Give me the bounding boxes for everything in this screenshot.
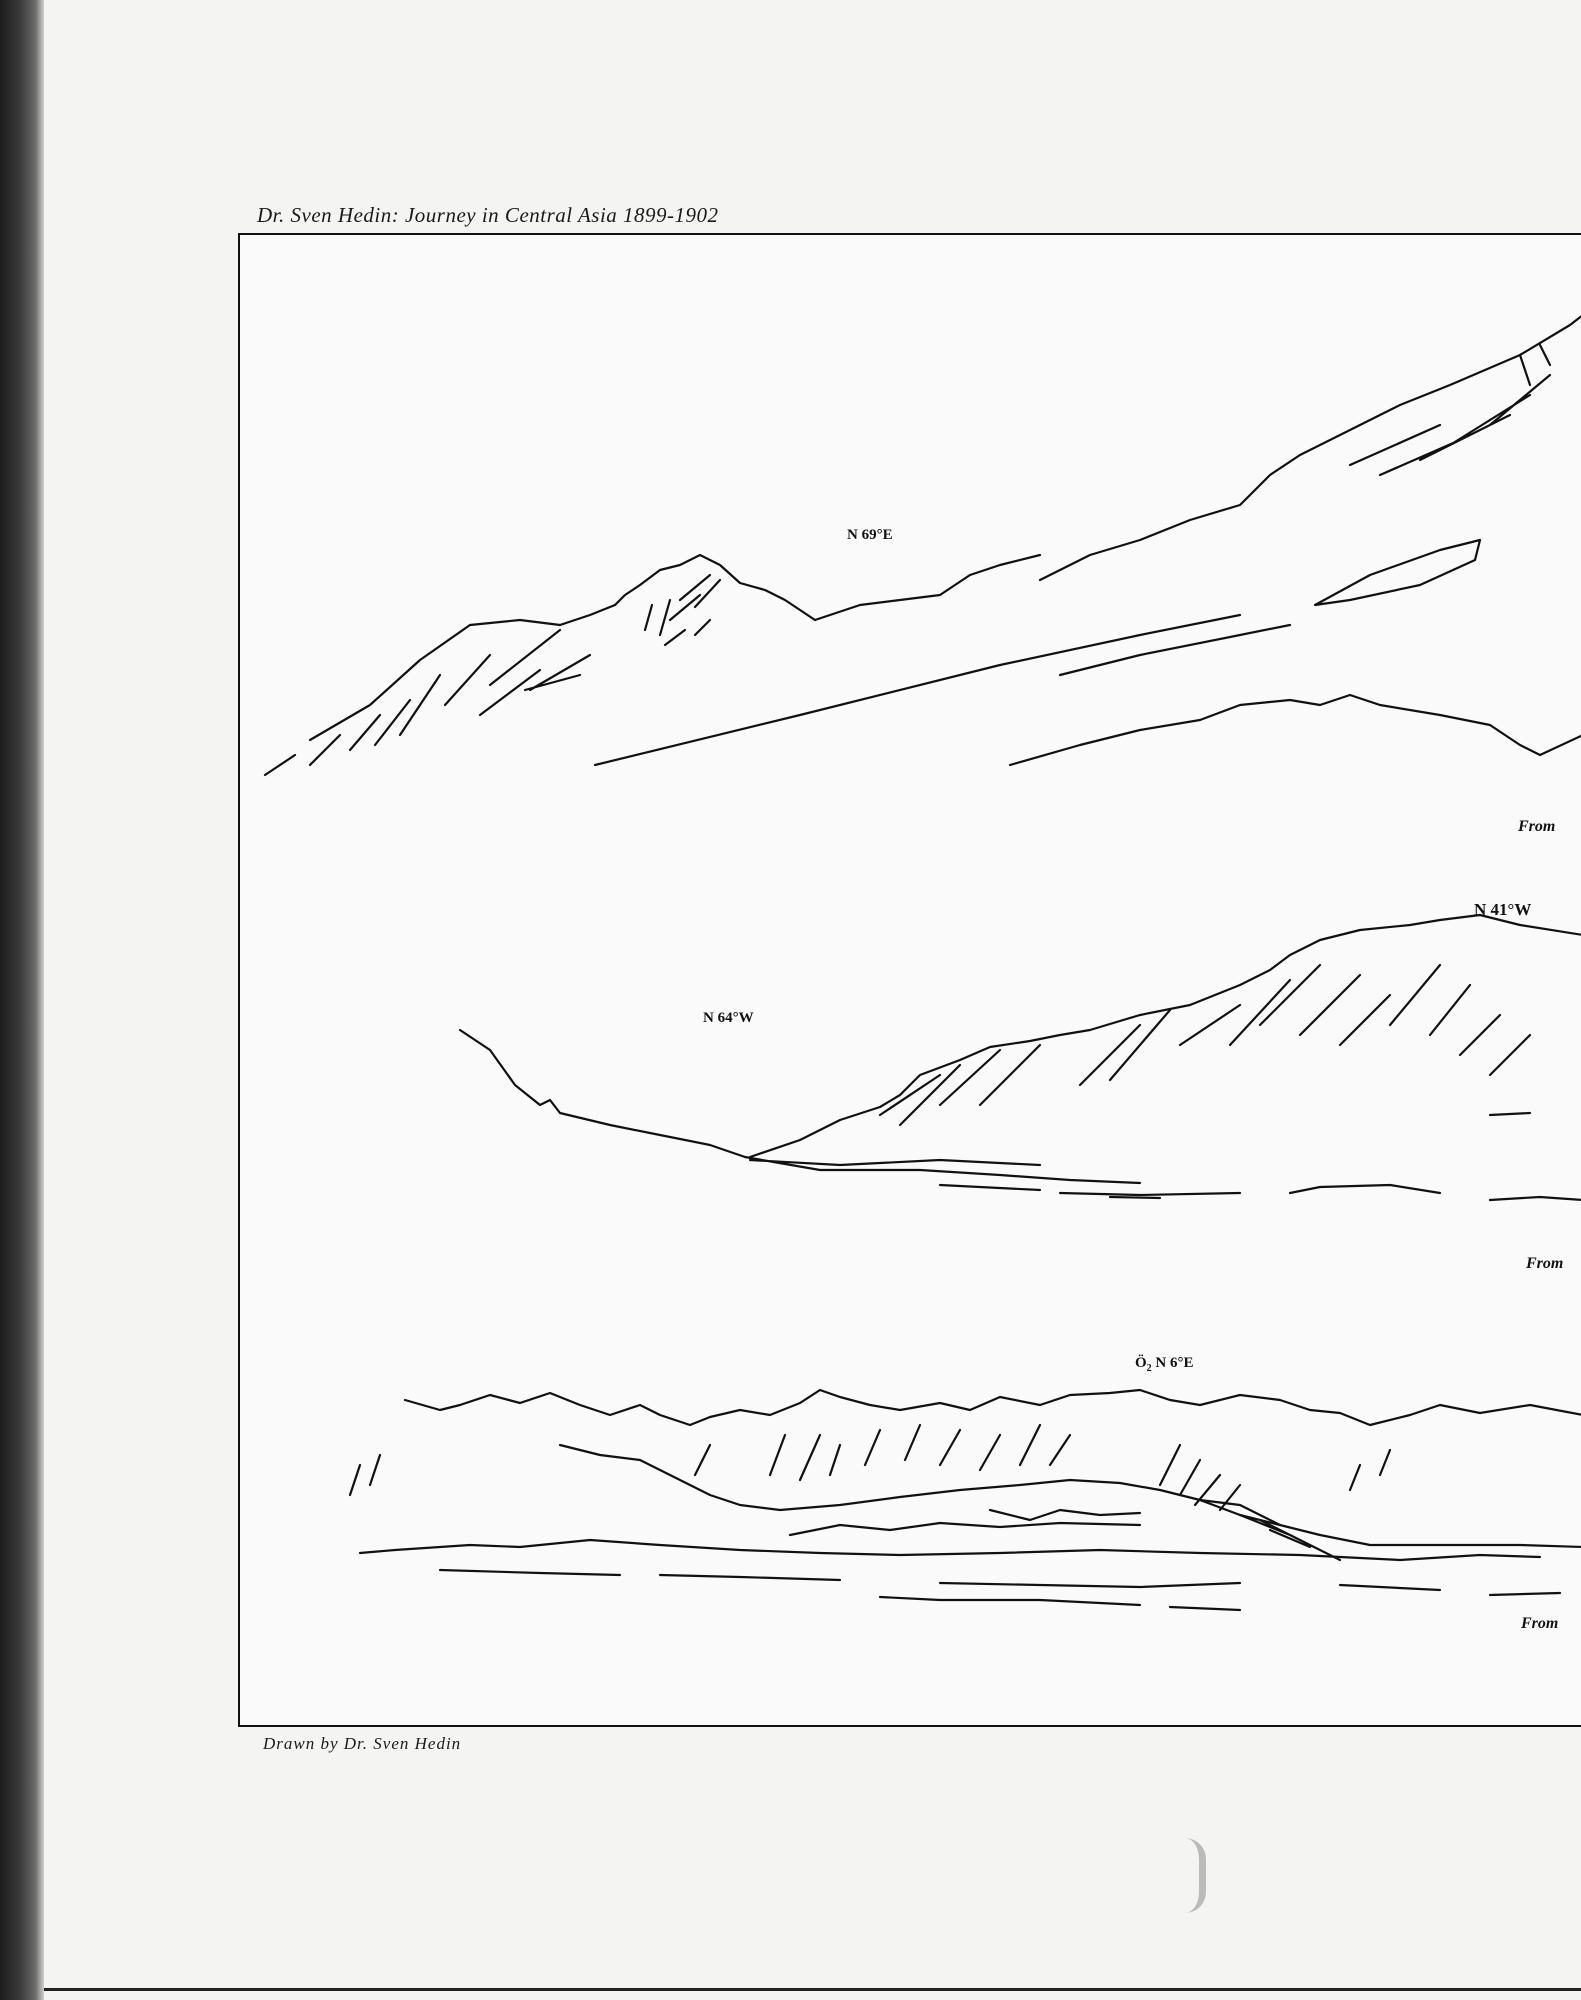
panel-3-hatching: [350, 1425, 1390, 1510]
panel-2-valley-floor: [745, 1157, 1140, 1190]
page-bottom-rule: [44, 1988, 1581, 1991]
panel-3-bearing-value: N 6°E: [1155, 1355, 1194, 1371]
panel-3-ridge-crest: [790, 1500, 1280, 1535]
panel-3-from-label: From: [1521, 1615, 1559, 1632]
panel-1-right-hatching: [1350, 345, 1550, 475]
panel-3-bearing-prefix: Ö: [1135, 1355, 1147, 1371]
sketch-plate: [238, 233, 1581, 1727]
panel-3-foreground-lines: [440, 1570, 1560, 1610]
page-footer-credit: Drawn by Dr. Sven Hedin: [263, 1734, 462, 1753]
book-spine-edge: [0, 0, 44, 2000]
panel-1-from-label: From: [1518, 818, 1556, 835]
panel-1-foreground-bottom: [1010, 695, 1581, 765]
page-smudge-mark: [1185, 1838, 1206, 1913]
mountain-sketches: [240, 235, 1581, 1727]
panel-1-bearing-label: N 69°E: [847, 527, 893, 543]
panel-2-drawing: [460, 915, 1581, 1200]
panel-3-middle-range: [560, 1445, 1581, 1547]
panel-1-ridge-left: [265, 605, 615, 775]
panel-2-ridge: [750, 915, 1581, 1157]
panel-3-skyline: [405, 1390, 1581, 1425]
panel-1-drawing: [265, 315, 1581, 775]
panel-2-bearing-right-label: N 41°W: [1474, 900, 1532, 919]
panel-2-left-hill: [460, 1030, 745, 1157]
panel-2-right-floor: [1060, 1113, 1581, 1200]
panel-3-bearing-label: [1135, 1355, 1194, 1374]
panel-2-bearing-left-label: N 64°W: [703, 1010, 754, 1026]
panel-1-peak-hatching: [645, 575, 720, 645]
panel-1-slope-lines: [310, 630, 590, 765]
page-header-title: Dr. Sven Hedin: Journey in Central Asia 1899-1902: [257, 203, 719, 227]
panel-3-drawing: [350, 1390, 1581, 1610]
panel-1-right-ridge: [1040, 315, 1581, 580]
panel-1-right-slope: [815, 555, 1040, 620]
panel-1-right-scree: [1315, 540, 1480, 605]
panel-2-slope-lines: [880, 965, 1530, 1125]
panel-2-from-label: From: [1526, 1255, 1564, 1272]
panel-1-peak: [615, 555, 815, 620]
panel-3-bearing-subscript: 2: [1146, 1363, 1152, 1374]
panel-1-lower-line: [1060, 625, 1290, 675]
panel-1-foreground-line: [595, 615, 1240, 765]
